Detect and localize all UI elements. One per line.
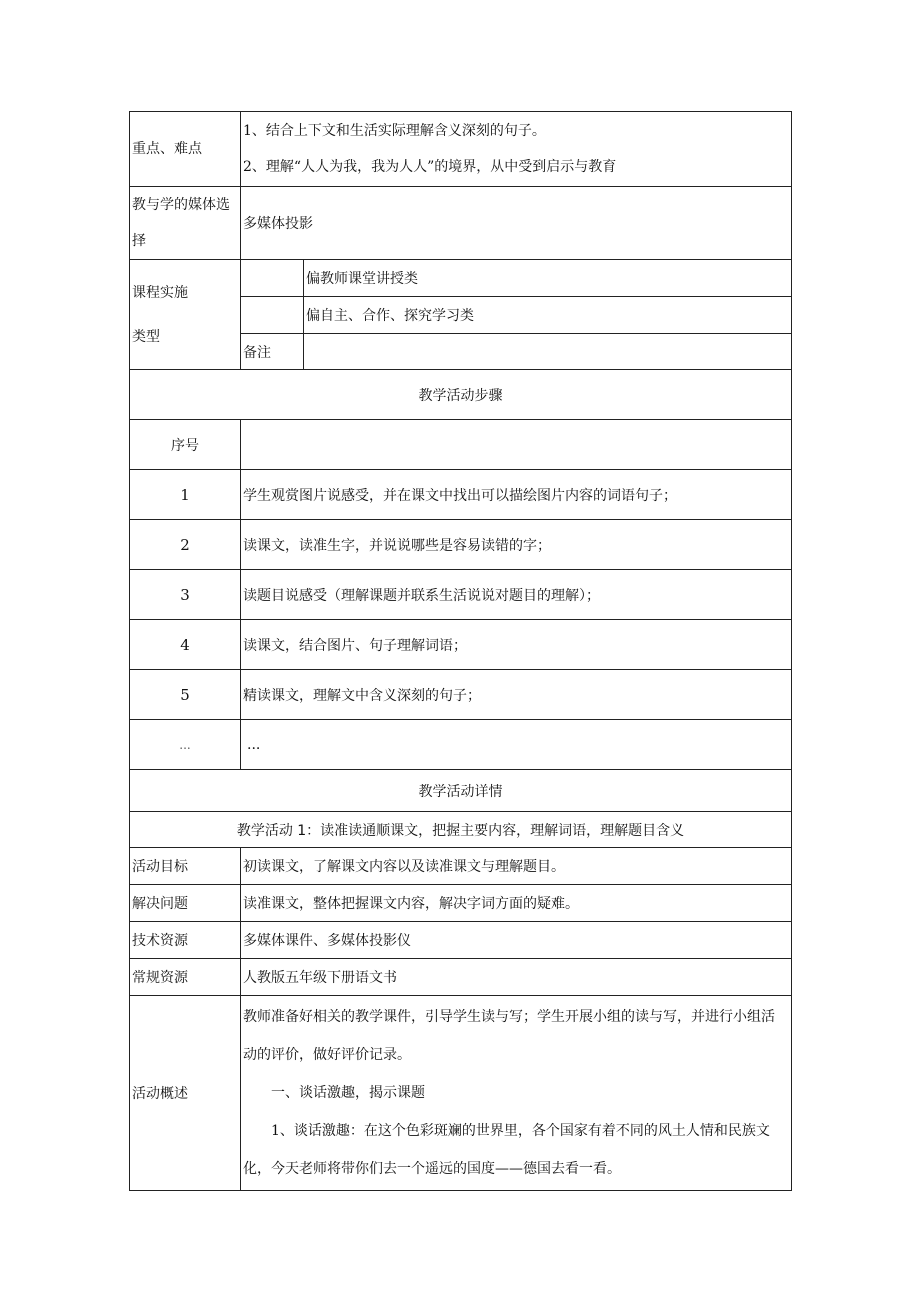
media-row xyxy=(130,187,792,260)
key-points-label: 重点、难点 xyxy=(130,112,241,187)
regular-value: 人教版五年级下册语文书 xyxy=(241,959,792,996)
course-type-option-1: 偏教师课堂讲授类 xyxy=(304,260,792,297)
course-type-note-label: 备注 xyxy=(241,334,304,370)
media-value: 多媒体投影 xyxy=(241,187,792,260)
step-text: 读题目说感受（理解课题并联系生活说说对题目的理解）； xyxy=(241,570,792,620)
overview-row xyxy=(130,996,792,1191)
overview-label: 活动概述 xyxy=(130,996,241,1191)
step-row xyxy=(130,470,792,520)
steps-header: 教学活动步骤 xyxy=(130,370,792,420)
course-type-row-1 xyxy=(130,260,792,297)
step-number: 5 xyxy=(130,670,241,720)
step-number: ... xyxy=(130,720,241,770)
key-point-line-2: 2、理解“人人为我，我为人人”的境界，从中受到启示与教育 xyxy=(243,159,617,175)
step-row xyxy=(130,520,792,570)
step-number: 3 xyxy=(130,570,241,620)
regular-row xyxy=(130,959,792,996)
course-type-note-value xyxy=(304,334,792,370)
overview-paragraph: 一、谈话激趣，揭示课题 xyxy=(271,1085,425,1101)
step-row xyxy=(130,670,792,720)
step-text: 精读课文，理解文中含义深刻的句子； xyxy=(241,670,792,720)
tech-value: 多媒体课件、多媒体投影仪 xyxy=(241,922,792,959)
details-header-row xyxy=(130,770,792,812)
key-points-content xyxy=(241,112,792,187)
steps-col-content xyxy=(241,420,792,470)
step-row xyxy=(130,720,792,770)
step-row xyxy=(130,570,792,620)
key-point-line-1: 1、结合上下文和生活实际理解含义深刻的句子。 xyxy=(243,123,546,139)
course-type-option-2: 偏自主、合作、探究学习类 xyxy=(304,297,792,334)
problem-row xyxy=(130,885,792,922)
regular-label: 常规资源 xyxy=(130,959,241,996)
step-text: 学生观赏图片说感受，并在课文中找出可以描绘图片内容的词语句子； xyxy=(241,470,792,520)
overview-paragraph: 教师准备好相关的教学课件，引导学生读与写；学生开展小组的读与写，并进行小组活动的评价，做好评价记录。 xyxy=(243,1009,775,1063)
goal-value: 初读课文，了解课文内容以及读准课文与理解题目。 xyxy=(241,848,792,885)
course-type-mark-2 xyxy=(241,297,304,334)
goal-row xyxy=(130,848,792,885)
step-text: 读课文，结合图片、句子理解词语； xyxy=(241,620,792,670)
course-type-mark-1 xyxy=(241,260,304,297)
activity-title: 教学活动 1：读准读通顺课文，把握主要内容，理解词语，理解题目含义 xyxy=(130,812,792,848)
overview-content xyxy=(241,996,792,1191)
tech-row xyxy=(130,922,792,959)
step-text: ... xyxy=(241,720,792,770)
key-points-row xyxy=(130,112,792,187)
goal-label: 活动目标 xyxy=(130,848,241,885)
steps-header-row xyxy=(130,370,792,420)
problem-label: 解决问题 xyxy=(130,885,241,922)
step-row xyxy=(130,620,792,670)
problem-value: 读准课文，整体把握课文内容，解决字词方面的疑难。 xyxy=(241,885,792,922)
activity-title-row xyxy=(130,812,792,848)
step-number: 1 xyxy=(130,470,241,520)
lesson-plan-table xyxy=(129,111,792,1191)
media-label: 教与学的媒体选择 xyxy=(130,187,241,260)
steps-column-row xyxy=(130,420,792,470)
steps-col-number: 序号 xyxy=(130,420,241,470)
details-header: 教学活动详情 xyxy=(130,770,792,812)
step-number: 4 xyxy=(130,620,241,670)
tech-label: 技术资源 xyxy=(130,922,241,959)
step-number: 2 xyxy=(130,520,241,570)
course-type-label: 课程实施类型 xyxy=(130,260,241,370)
step-text: 读课文，读准生字，并说说哪些是容易读错的字； xyxy=(241,520,792,570)
overview-paragraph: 1、谈话激趣：在这个色彩斑斓的世界里，各个国家有着不同的风土人情和民族文化，今天老师将带你们去一个遥远的国度——德国去看一看。 xyxy=(243,1123,770,1177)
